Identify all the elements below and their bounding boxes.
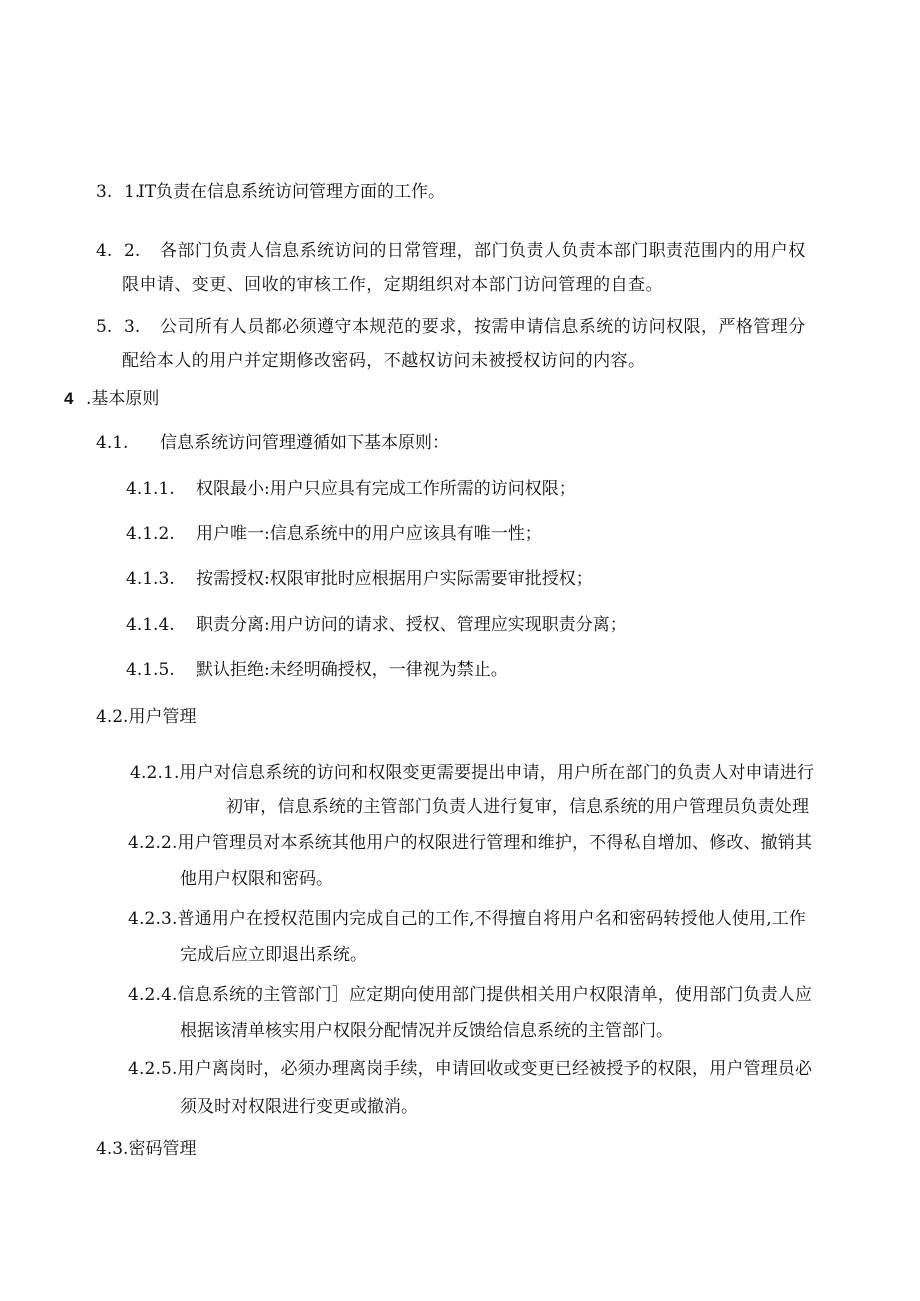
principle-number: 4.1.3. [126, 569, 175, 589]
principle-text: 默认拒绝:未经明确授权，一律视为禁止。 [196, 660, 508, 680]
user-mgmt-line1: 4.2.1.用户对信息系统的访问和权限变更需要提出申请，用户所在部门的负责人对申请进行 [130, 763, 815, 783]
principle-text: 按需授权:权限审批时应根据用户实际需要审批授权； [196, 569, 593, 589]
user-mgmt-line1: 4.2.5.用户离岗时，必须办理离岗手续，申请回收或变更已经被授予的权限，用户管理员必 [128, 1059, 813, 1079]
user-mgmt-line2: 完成后应立即退出系统。 [180, 945, 367, 965]
user-mgmt-line2: 初审，信息系统的主管部门负责人进行复审，信息系统的用户管理员负责处理 [226, 797, 810, 817]
principle-text: 用户唯一:信息系统中的用户应该具有唯一性； [196, 524, 542, 544]
item-number: 3. [96, 182, 113, 202]
item-sub-number: 2. [124, 241, 141, 261]
item-text: IT负责在信息系统访问管理方面的工作。 [138, 182, 446, 202]
principle-number: 4.1.1. [126, 479, 175, 499]
item-sub-number: 3. [124, 317, 141, 337]
user-mgmt-line2: 须及时对权限进行变更或撤消。 [180, 1097, 418, 1117]
subsection-title: 4.3.密码管理 [96, 1139, 197, 1159]
item-text-line1: 公司所有人员都必须遵守本规范的要求，按需申请信息系统的访问权限，严格管理分 [160, 317, 806, 337]
principle-text: 权限最小:用户只应具有完成工作所需的访问权限； [196, 479, 576, 499]
principle-text: 职责分离:用户访问的请求、授权、管理应实现职责分离； [196, 615, 627, 635]
item-number: 4. [96, 241, 113, 261]
user-mgmt-line1: 4.2.3.普通用户在授权范围内完成自己的工作,不得擅自将用户名和密码转授他人使用,工作 [128, 909, 807, 929]
section-number: 4 [64, 389, 74, 408]
principle-number: 4.1.2. [126, 524, 175, 544]
item-text-line1: 各部门负责人信息系统访问的日常管理，部门负责人负责本部门职责范围内的用户权 [160, 241, 806, 261]
subsection-title: 4.2.用户管理 [96, 707, 197, 727]
principle-number: 4.1.5. [126, 660, 175, 680]
user-mgmt-line2: 他用户权限和密码。 [180, 869, 333, 889]
user-mgmt-line1: 4.2.2.用户管理员对本系统其他用户的权限进行管理和维护，不得私自增加、修改、撤销其 [128, 833, 813, 853]
user-mgmt-line2: 根据该清单核实用户权限分配情况并反馈给信息系统的主管部门。 [180, 1021, 673, 1041]
user-mgmt-line1: 4.2.4.信息系统的主管部门］应定期向使用部门提供相关用户权限清单，使用部门负责人应 [128, 985, 813, 1005]
item-number: 5. [96, 317, 113, 337]
subsection-text: 信息系统访问管理遵循如下基本原则： [160, 433, 449, 453]
item-sub-number: 1. [124, 182, 141, 202]
principle-number: 4.1.4. [126, 615, 175, 635]
section-title: .基本原则 [86, 389, 160, 409]
subsection-number: 4.1. [96, 433, 129, 453]
item-text-line2: 限申请、变更、回收的审核工作，定期组织对本部门访问管理的自查。 [122, 275, 663, 295]
item-text-line2: 配给本人的用户并定期修改密码，不越权访问未被授权访问的内容。 [122, 351, 646, 371]
